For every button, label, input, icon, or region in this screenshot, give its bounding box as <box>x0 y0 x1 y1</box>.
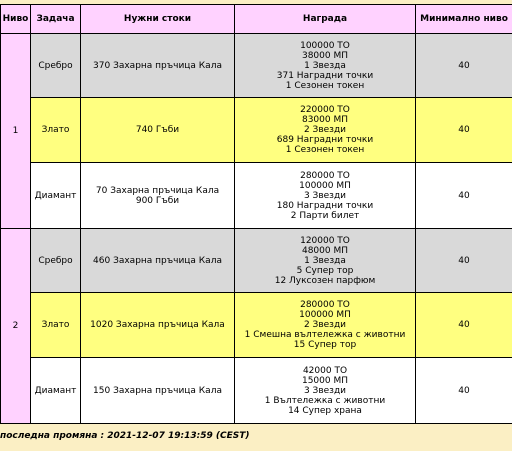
reward-line: 3 Звезди <box>303 385 347 396</box>
table-body <box>1 34 512 424</box>
task-cell: Сребро <box>31 34 81 98</box>
task-cell: Сребро <box>31 229 81 293</box>
reward-cell <box>235 293 416 358</box>
reward-line: 1 Звезда <box>304 255 346 266</box>
reward-line: 100000 ТО <box>300 40 350 51</box>
tasks-table <box>0 4 512 424</box>
reward-line: 15 Супер тор <box>293 340 357 350</box>
reward-cell <box>235 163 416 229</box>
reward-line: 100000 МП <box>299 310 351 320</box>
task-cell: Диамант <box>31 358 81 424</box>
goods-cell <box>81 229 235 293</box>
task-cell: Злато <box>31 98 81 163</box>
level-cell: 1 <box>1 34 31 229</box>
goods-line: 740 Гъби <box>135 125 180 135</box>
goods-cell <box>81 163 235 229</box>
goods-line: 150 Захарна пръчица Кала <box>93 385 222 396</box>
reward-line: 1 Сезонен токен <box>285 80 365 91</box>
reward-line: 1 Сезонен токен <box>285 145 365 155</box>
reward-line: 48000 МП <box>301 245 349 256</box>
reward-line: 38000 МП <box>301 50 349 61</box>
header-task: Задача <box>31 5 81 34</box>
reward-line: 83000 МП <box>301 115 349 125</box>
reward-line: 689 Наградни точки <box>276 135 374 145</box>
reward-line: 2 Звезди <box>303 125 347 135</box>
goods-cell <box>81 358 235 424</box>
reward-line: 1 Звезда <box>304 60 346 71</box>
goods-line: 370 Захарна пръчица Кала <box>93 60 222 71</box>
reward-line: 1 Смешна вълтележка с животни <box>244 330 406 340</box>
reward-line: 15000 МП <box>301 375 349 386</box>
reward-cell <box>235 229 416 293</box>
goods-cell <box>81 34 235 98</box>
min-level-cell: 40 <box>416 229 512 293</box>
header-row <box>1 5 512 34</box>
min-level-cell: 40 <box>416 98 512 163</box>
table-row <box>1 163 512 229</box>
last-modified: последна промяна : 2021-12-07 19:13:59 (CEST) <box>0 431 250 441</box>
reward-line: 14 Супер храна <box>288 405 362 416</box>
reward-line: 2 Парти билет <box>290 210 360 221</box>
reward-line: 5 Супер тор <box>296 265 354 276</box>
reward-line: 12 Луксозен парфюм <box>274 275 376 286</box>
level-cell: 2 <box>1 229 31 424</box>
goods-line: 1020 Захарна пръчица Кала <box>90 320 225 330</box>
table-row <box>1 34 512 98</box>
goods-line: 70 Захарна пръчица Кала <box>95 185 220 196</box>
reward-line: 220000 ТО <box>300 105 350 115</box>
reward-line: 100000 МП <box>299 180 351 191</box>
table-row <box>1 98 512 163</box>
goods-line: 460 Захарна пръчица Кала <box>93 255 222 266</box>
goods-line: 900 Гъби <box>135 195 180 206</box>
reward-line: 2 Звезди <box>303 320 347 330</box>
goods-cell <box>81 98 235 163</box>
task-cell: Диамант <box>31 163 81 229</box>
header-reward: Награда <box>235 5 416 34</box>
reward-line: 180 Наградни точки <box>276 200 374 211</box>
header-min-level: Минимално ниво <box>416 5 512 34</box>
table-row <box>1 293 512 358</box>
reward-cell <box>235 34 416 98</box>
reward-line: 371 Наградни точки <box>276 70 374 81</box>
reward-line: 1 Вълтележка с животни <box>264 395 386 406</box>
header-level: Ниво <box>1 5 31 34</box>
table-row <box>1 358 512 424</box>
reward-line: 120000 ТО <box>300 235 350 246</box>
min-level-cell: 40 <box>416 34 512 98</box>
reward-line: 280000 ТО <box>300 170 350 181</box>
min-level-cell: 40 <box>416 358 512 424</box>
min-level-cell: 40 <box>416 163 512 229</box>
reward-line: 42000 ТО <box>302 365 348 376</box>
task-cell: Злато <box>31 293 81 358</box>
header-goods: Нужни стоки <box>81 5 235 34</box>
reward-cell <box>235 358 416 424</box>
goods-cell <box>81 293 235 358</box>
reward-line: 3 Звезди <box>303 190 347 201</box>
min-level-cell: 40 <box>416 293 512 358</box>
reward-line: 280000 ТО <box>300 300 350 310</box>
table-row <box>1 229 512 293</box>
reward-cell <box>235 98 416 163</box>
